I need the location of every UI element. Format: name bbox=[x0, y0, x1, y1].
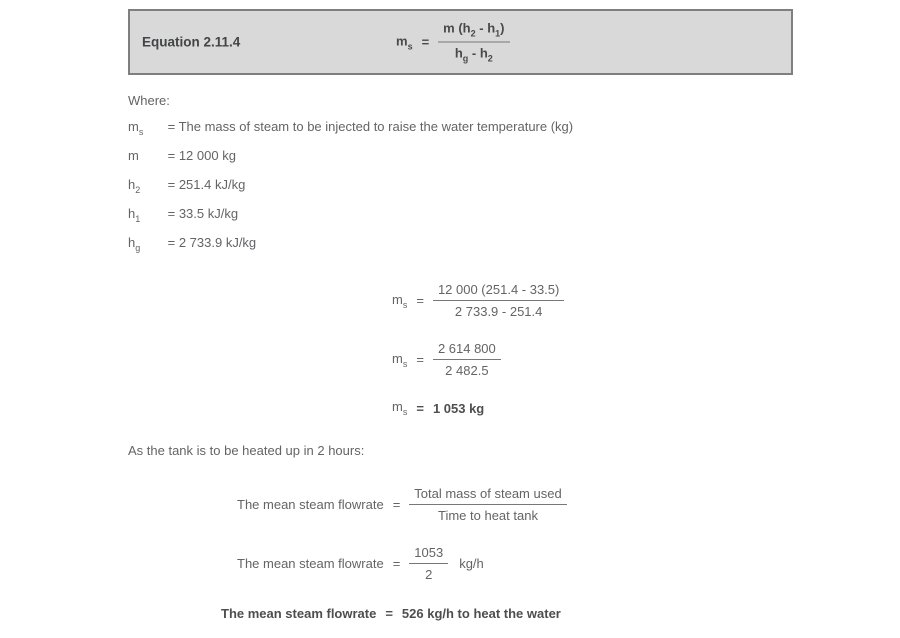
fraction-denominator: 2 bbox=[409, 563, 448, 582]
calc-step-2 bbox=[392, 341, 501, 378]
variable-value: = 33.5 kJ/kg bbox=[167, 206, 239, 221]
variable-row bbox=[128, 148, 236, 166]
calc-equals: = bbox=[416, 352, 424, 367]
formula-equals: = bbox=[421, 34, 430, 50]
variable-row bbox=[128, 235, 256, 253]
variable-value: = 251.4 kJ/kg bbox=[167, 177, 246, 192]
flowrate-label: The mean steam flowrate bbox=[237, 556, 384, 571]
variable-value: = 2 733.9 kJ/kg bbox=[167, 235, 257, 250]
where-heading: Where: bbox=[128, 93, 170, 108]
flowrate-step-1 bbox=[237, 486, 567, 523]
flowrate-fraction bbox=[409, 545, 448, 582]
calc-result: 1 053 kg bbox=[432, 400, 485, 416]
formula-lhs: $m_s$ bbox=[396, 33, 413, 51]
tank-note: As the tank is to be heated up in 2 hours: bbox=[128, 443, 365, 458]
calc-step-3 bbox=[392, 399, 484, 417]
variable-row bbox=[128, 177, 245, 195]
calc-step-1 bbox=[392, 282, 564, 319]
variable-value: = The mass of steam to be injected to raise the water temperature (kg) bbox=[167, 119, 574, 134]
variable-value: = 12 000 kg bbox=[167, 148, 236, 163]
flowrate-fraction bbox=[409, 486, 566, 523]
fraction-denominator: $h_g - h_2$ bbox=[438, 42, 509, 64]
flowrate-equals: = bbox=[392, 497, 401, 512]
formula-fraction bbox=[438, 21, 509, 64]
variable-name: $h_g$ bbox=[128, 235, 141, 253]
flowrate-step-2 bbox=[237, 545, 484, 582]
calc-fraction bbox=[433, 341, 501, 378]
variable-name: $h_1$ bbox=[128, 206, 141, 224]
fraction-denominator: 2 482.5 bbox=[433, 359, 501, 378]
fraction-denominator: 2 733.9 - 251.4 bbox=[433, 300, 564, 319]
equation-title: Equation 2.11.4 bbox=[142, 34, 241, 50]
equation-formula bbox=[396, 21, 510, 64]
calc-lhs: $m_s$ bbox=[392, 291, 408, 310]
fraction-numerator: 2 614 800 bbox=[437, 341, 496, 356]
flowrate-result: 526 kg/h to heat the water bbox=[401, 606, 561, 621]
calc-fraction bbox=[433, 282, 564, 319]
fraction-numerator: m $(h_2 - h_1)$ bbox=[443, 20, 505, 39]
flowrate-equals: = bbox=[392, 556, 401, 571]
flowrate-label: The mean steam flowrate bbox=[237, 497, 384, 512]
variable-row bbox=[128, 119, 573, 137]
flowrate-equals: = bbox=[385, 606, 393, 621]
calc-equals: = bbox=[416, 400, 424, 416]
calc-lhs: $m_s$ bbox=[392, 350, 408, 369]
equation-box bbox=[128, 9, 793, 75]
variable-name: m bbox=[128, 148, 139, 163]
flowrate-label: The mean steam flowrate bbox=[221, 606, 377, 621]
calc-lhs: $m_s$ bbox=[392, 399, 408, 417]
variable-row bbox=[128, 206, 238, 224]
fraction-numerator: 1053 bbox=[414, 545, 444, 560]
flowrate-step-3 bbox=[221, 606, 561, 621]
fraction-denominator: Time to heat tank bbox=[409, 504, 566, 523]
calc-equals: = bbox=[416, 293, 424, 308]
fraction-numerator: 12 000 (251.4 - 33.5) bbox=[437, 282, 560, 297]
variable-name: $h_2$ bbox=[128, 177, 141, 195]
fraction-numerator: Total mass of steam used bbox=[414, 486, 562, 501]
variable-name: $m_s$ bbox=[128, 119, 144, 137]
flowrate-unit: kg/h bbox=[459, 556, 484, 571]
